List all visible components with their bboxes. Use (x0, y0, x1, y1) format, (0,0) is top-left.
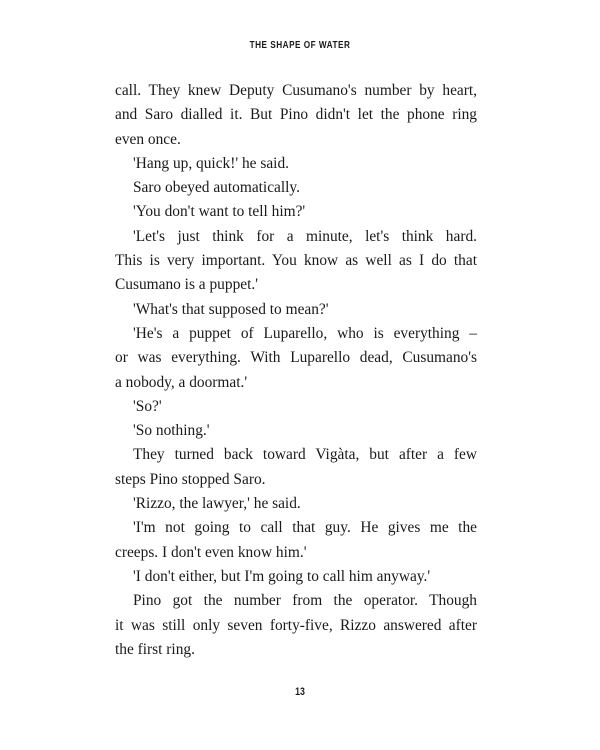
text-line: 'He's a puppet of Luparello, who is everything – (133, 324, 477, 342)
text-line: Saro obeyed automatically. (133, 179, 300, 197)
text-line: or was everything. With Luparello dead, Cusumano's (115, 349, 477, 367)
running-head: THE SHAPE OF WATER (249, 40, 351, 51)
text-line: steps Pino stopped Saro. (115, 470, 266, 488)
text-line: call. They knew Deputy Cusumano's number by heart, (115, 82, 477, 99)
page-number: 13 (295, 686, 305, 698)
text-line: the first ring. (115, 640, 195, 658)
text-line: a nobody, a doormat.' (115, 373, 248, 391)
text-line: Cusumano is a puppet.' (115, 276, 258, 294)
text-line: 'I don't either, but I'm going to call him anyway.' (133, 567, 431, 585)
text-line: They turned back toward Vigàta, but after a few (133, 446, 477, 464)
text-line: 'Let's just think for a minute, let's think hard. (133, 227, 477, 245)
text-line: Pino got the number from the operator. Though (133, 592, 477, 610)
text-line: 'You don't want to tell him?' (133, 203, 306, 221)
text-line: 'So nothing.' (133, 422, 210, 440)
text-line: even once. (115, 130, 181, 148)
text-line: 'What's that supposed to mean?' (133, 300, 329, 318)
text-line: creeps. I don't even know him.' (115, 543, 307, 561)
text-line: it was still only seven forty-five, Rizzo answered after (115, 616, 477, 634)
text-line: This is very important. You know as well as I do that (115, 252, 477, 270)
body-text (115, 79, 477, 662)
text-line: 'I'm not going to call that guy. He gives me the (133, 519, 477, 537)
text-line: 'Hang up, quick!' he said. (133, 154, 289, 172)
text-line: 'Rizzo, the lawyer,' he said. (133, 495, 301, 513)
text-line: and Saro dialled it. But Pino didn't let the phone ring (115, 106, 477, 124)
text-line: 'So?' (133, 397, 162, 415)
